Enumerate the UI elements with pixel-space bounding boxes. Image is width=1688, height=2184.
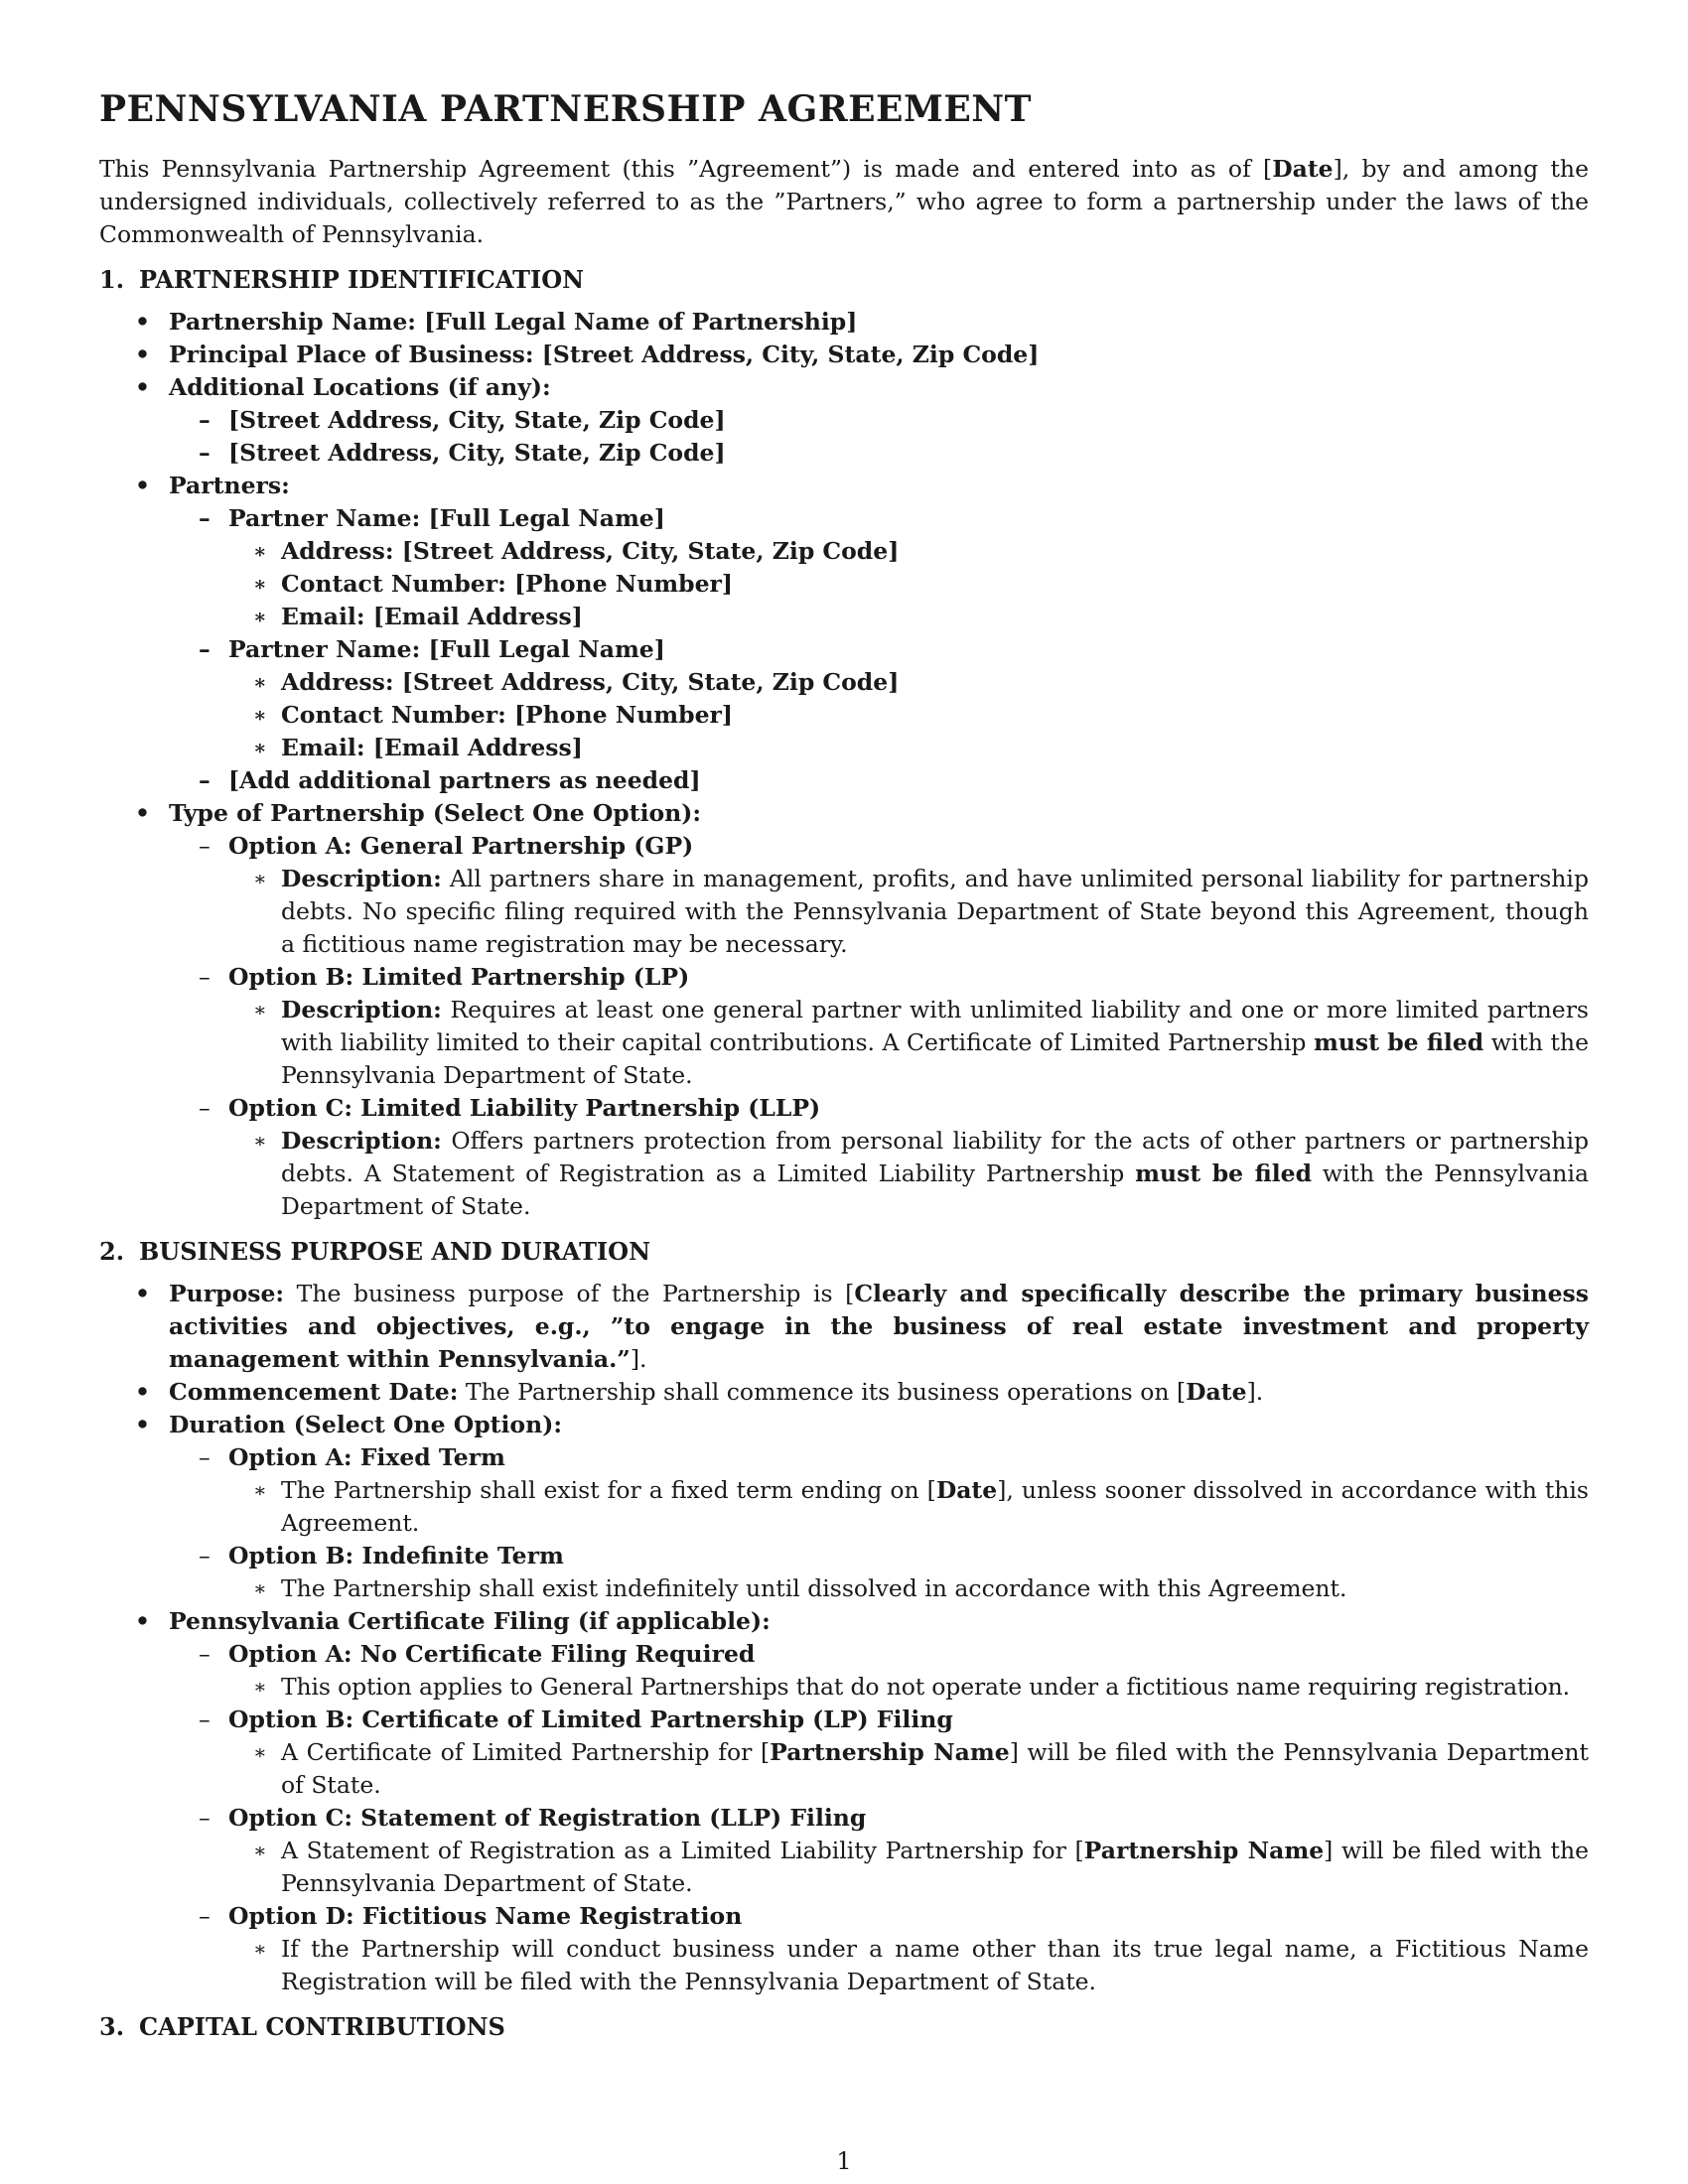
detail-item: ∗ Email: [Email Address] bbox=[253, 601, 1589, 633]
detail-list bbox=[253, 1474, 1589, 1540]
sub-item bbox=[199, 961, 1589, 1092]
option-label: Option A: No Certificate Filing Required bbox=[228, 1640, 756, 1668]
sub-item bbox=[199, 633, 1589, 764]
detail-item bbox=[253, 863, 1589, 961]
option-label: Option A: General Partnership (GP) bbox=[228, 832, 694, 860]
detail-list bbox=[253, 1125, 1589, 1223]
item-label: Principal Place of Business: bbox=[169, 341, 534, 368]
detail-text: ] will be filed with the Pennsylvania Department of State. bbox=[281, 1837, 1590, 1897]
detail-text: The Partnership shall exist for a fixed term ending on [ bbox=[281, 1476, 936, 1504]
section-title: PARTNERSHIP IDENTIFICATION bbox=[139, 265, 585, 294]
section-heading bbox=[99, 1235, 1589, 1268]
list-item bbox=[99, 371, 1589, 470]
item-label: Additional Locations (if any): bbox=[169, 373, 551, 401]
sub-list bbox=[199, 404, 1589, 470]
detail-item: ∗ Address: [Street Address, City, State, Zip Code] bbox=[253, 666, 1589, 699]
detail-text: ] will be filed with the Pennsylvania Department of State. bbox=[281, 1738, 1589, 1799]
sub-list bbox=[199, 1441, 1589, 1605]
detail-item bbox=[253, 1474, 1589, 1540]
option-label: Option C: Statement of Registration (LLP) Filing bbox=[228, 1804, 867, 1832]
description-text: All partners share in management, profits, and have unlimited personal liability for partnership debts. No specific filing required with the Pennsylvania Department of State beyond this Agreement, though a fictitious name registration may be necessary. bbox=[281, 865, 1589, 958]
detail-item bbox=[253, 1125, 1589, 1223]
partner-name: Partner Name: [Full Legal Name] bbox=[228, 504, 665, 532]
list-item bbox=[99, 339, 1589, 371]
option-label: Option C: Limited Liability Partnership (LLP) bbox=[228, 1094, 821, 1122]
sub-list bbox=[199, 1638, 1589, 1998]
detail-item: ∗ Email: [Email Address] bbox=[253, 732, 1589, 764]
item-label: Partners: bbox=[169, 472, 290, 499]
detail-list bbox=[253, 666, 1589, 764]
section-list bbox=[99, 306, 1589, 1223]
option-label: Option B: Limited Partnership (LP) bbox=[228, 963, 690, 991]
section-title: BUSINESS PURPOSE AND DURATION bbox=[139, 1237, 651, 1266]
sub-item bbox=[199, 502, 1589, 633]
option-label: Option D: Fictitious Name Registration bbox=[228, 1902, 743, 1930]
intro-text-1: This Pennsylvania Partnership Agreement (this ”Agreement”) is made and entered into as of [ bbox=[99, 155, 1273, 183]
detail-list bbox=[253, 1933, 1589, 1998]
item-label: Type of Partnership (Select One Option): bbox=[169, 799, 702, 827]
section-number: 2. bbox=[99, 1237, 125, 1266]
sub-item bbox=[199, 1900, 1589, 1998]
section-number: 3. bbox=[99, 2012, 125, 2041]
intro-paragraph bbox=[99, 153, 1589, 251]
description-label: Description: bbox=[281, 1127, 442, 1155]
emphasis-text: Date bbox=[1186, 1378, 1247, 1406]
sub-item bbox=[199, 1704, 1589, 1802]
sub-item: – [Add additional partners as needed] bbox=[199, 764, 1589, 797]
detail-item bbox=[253, 1736, 1589, 1802]
item-text: ]. bbox=[1246, 1378, 1264, 1406]
sub-item bbox=[199, 1638, 1589, 1704]
item-label: Partnership Name: bbox=[169, 308, 416, 336]
intro-text-2: ], by and among the undersigned individuals, collectively referred to as the ”Partners,” who agree to form a partnership under the laws of the Commonwealth of Pennsylvania. bbox=[99, 155, 1589, 248]
description-text: with the Pennsylvania Department of State. bbox=[281, 1160, 1589, 1220]
item-text: The business purpose of the Partnership is [ bbox=[296, 1280, 855, 1307]
item-text: ]. bbox=[630, 1345, 647, 1373]
emphasis-text: must be filed bbox=[1135, 1160, 1313, 1187]
detail-item: ∗ If the Partnership will conduct business under a name other than its true legal name, a Fictitious Name Registration will be filed with the Pennsylvania Department of State. bbox=[253, 1933, 1589, 1998]
detail-list bbox=[253, 994, 1589, 1092]
document-title: PENNSYLVANIA PARTNERSHIP AGREEMENT bbox=[99, 88, 1032, 130]
item-label: Purpose: bbox=[169, 1280, 285, 1307]
sub-list bbox=[199, 830, 1589, 1223]
emphasis-text: Date bbox=[935, 1476, 998, 1504]
emphasis-text: must be filed bbox=[1313, 1028, 1484, 1056]
emphasis-text: Clearly and specifically describe the primary business activities and objectives, e.g., ”to engage in the business of real estate investment and property management within Pennsylvania.” bbox=[169, 1280, 1589, 1373]
list-item bbox=[99, 470, 1589, 797]
section-title: CAPITAL CONTRIBUTIONS bbox=[139, 2012, 505, 2041]
sub-item bbox=[199, 830, 1589, 961]
section-list bbox=[99, 1278, 1589, 1998]
detail-text: A Certificate of Limited Partnership for [ bbox=[281, 1738, 771, 1766]
option-label: Option B: Certificate of Limited Partnership (LP) Filing bbox=[228, 1706, 953, 1733]
page-number: 1 bbox=[836, 2147, 852, 2175]
list-item bbox=[99, 1376, 1589, 1409]
detail-item: ∗ This option applies to General Partnerships that do not operate under a fictitious name requiring registration. bbox=[253, 1671, 1589, 1704]
sub-item: – [Street Address, City, State, Zip Code] bbox=[199, 404, 1589, 437]
detail-list bbox=[253, 1572, 1589, 1605]
list-item bbox=[99, 306, 1589, 339]
option-label: Option B: Indefinite Term bbox=[228, 1542, 564, 1570]
item-value: [Full Legal Name of Partnership] bbox=[424, 308, 858, 336]
detail-list bbox=[253, 1671, 1589, 1704]
section-number: 1. bbox=[99, 265, 125, 294]
intro-date: Date bbox=[1272, 155, 1334, 183]
detail-list bbox=[253, 535, 1589, 633]
sub-item bbox=[199, 1540, 1589, 1605]
detail-item: ∗ The Partnership shall exist indefinitely until dissolved in accordance with this Agreement. bbox=[253, 1572, 1589, 1605]
detail-item bbox=[253, 1835, 1589, 1900]
detail-list bbox=[253, 1835, 1589, 1900]
list-item bbox=[99, 1278, 1589, 1376]
option-label: Option A: Fixed Term bbox=[228, 1443, 505, 1471]
detail-text: ], unless sooner dissolved in accordance with this Agreement. bbox=[281, 1476, 1589, 1537]
emphasis-text: Partnership Name bbox=[770, 1738, 1010, 1766]
section-business-purpose bbox=[99, 1235, 1589, 1998]
sub-item bbox=[199, 1441, 1589, 1540]
section-partnership-identification bbox=[99, 263, 1589, 1223]
item-label: Duration (Select One Option): bbox=[169, 1411, 562, 1438]
detail-text: A Statement of Registration as a Limited Liability Partnership for [ bbox=[281, 1837, 1084, 1864]
sub-item bbox=[199, 1802, 1589, 1900]
item-label: Pennsylvania Certificate Filing (if applicable): bbox=[169, 1607, 771, 1635]
description-label: Description: bbox=[281, 865, 442, 892]
detail-item: ∗ Address: [Street Address, City, State, Zip Code] bbox=[253, 535, 1589, 568]
item-text: The Partnership shall commence its business operations on [ bbox=[465, 1378, 1187, 1406]
document-page bbox=[99, 87, 1589, 2055]
section-capital-contributions bbox=[99, 2010, 1589, 2043]
item-label: Commencement Date: bbox=[169, 1378, 459, 1406]
list-item bbox=[99, 1605, 1589, 1998]
detail-item bbox=[253, 994, 1589, 1092]
emphasis-text: Partnership Name bbox=[1083, 1837, 1325, 1864]
detail-list bbox=[253, 1736, 1589, 1802]
detail-item: ∗ Contact Number: [Phone Number] bbox=[253, 699, 1589, 732]
sub-item: – [Street Address, City, State, Zip Code] bbox=[199, 437, 1589, 470]
section-heading bbox=[99, 2010, 1589, 2043]
sub-item bbox=[199, 1092, 1589, 1223]
partner-name: Partner Name: [Full Legal Name] bbox=[228, 635, 665, 663]
description-text: with the Pennsylvania Department of State. bbox=[281, 1028, 1589, 1089]
description-label: Description: bbox=[281, 996, 442, 1024]
detail-item: ∗ Contact Number: [Phone Number] bbox=[253, 568, 1589, 601]
description-text: Requires at least one general partner with unlimited liability and one or more limited partners with liability limited to their capital contributions. A Certificate of Limited Partnership bbox=[281, 996, 1589, 1056]
list-item bbox=[99, 797, 1589, 1223]
detail-list bbox=[253, 863, 1589, 961]
list-item bbox=[99, 1409, 1589, 1605]
description-text: Offers partners protection from personal liability for the acts of other partners or partnership debts. A Statement of Registration as a Limited Liability Partnership bbox=[281, 1127, 1589, 1187]
item-value: [Street Address, City, State, Zip Code] bbox=[541, 341, 1040, 368]
sub-list bbox=[199, 502, 1589, 797]
section-heading bbox=[99, 263, 1589, 296]
